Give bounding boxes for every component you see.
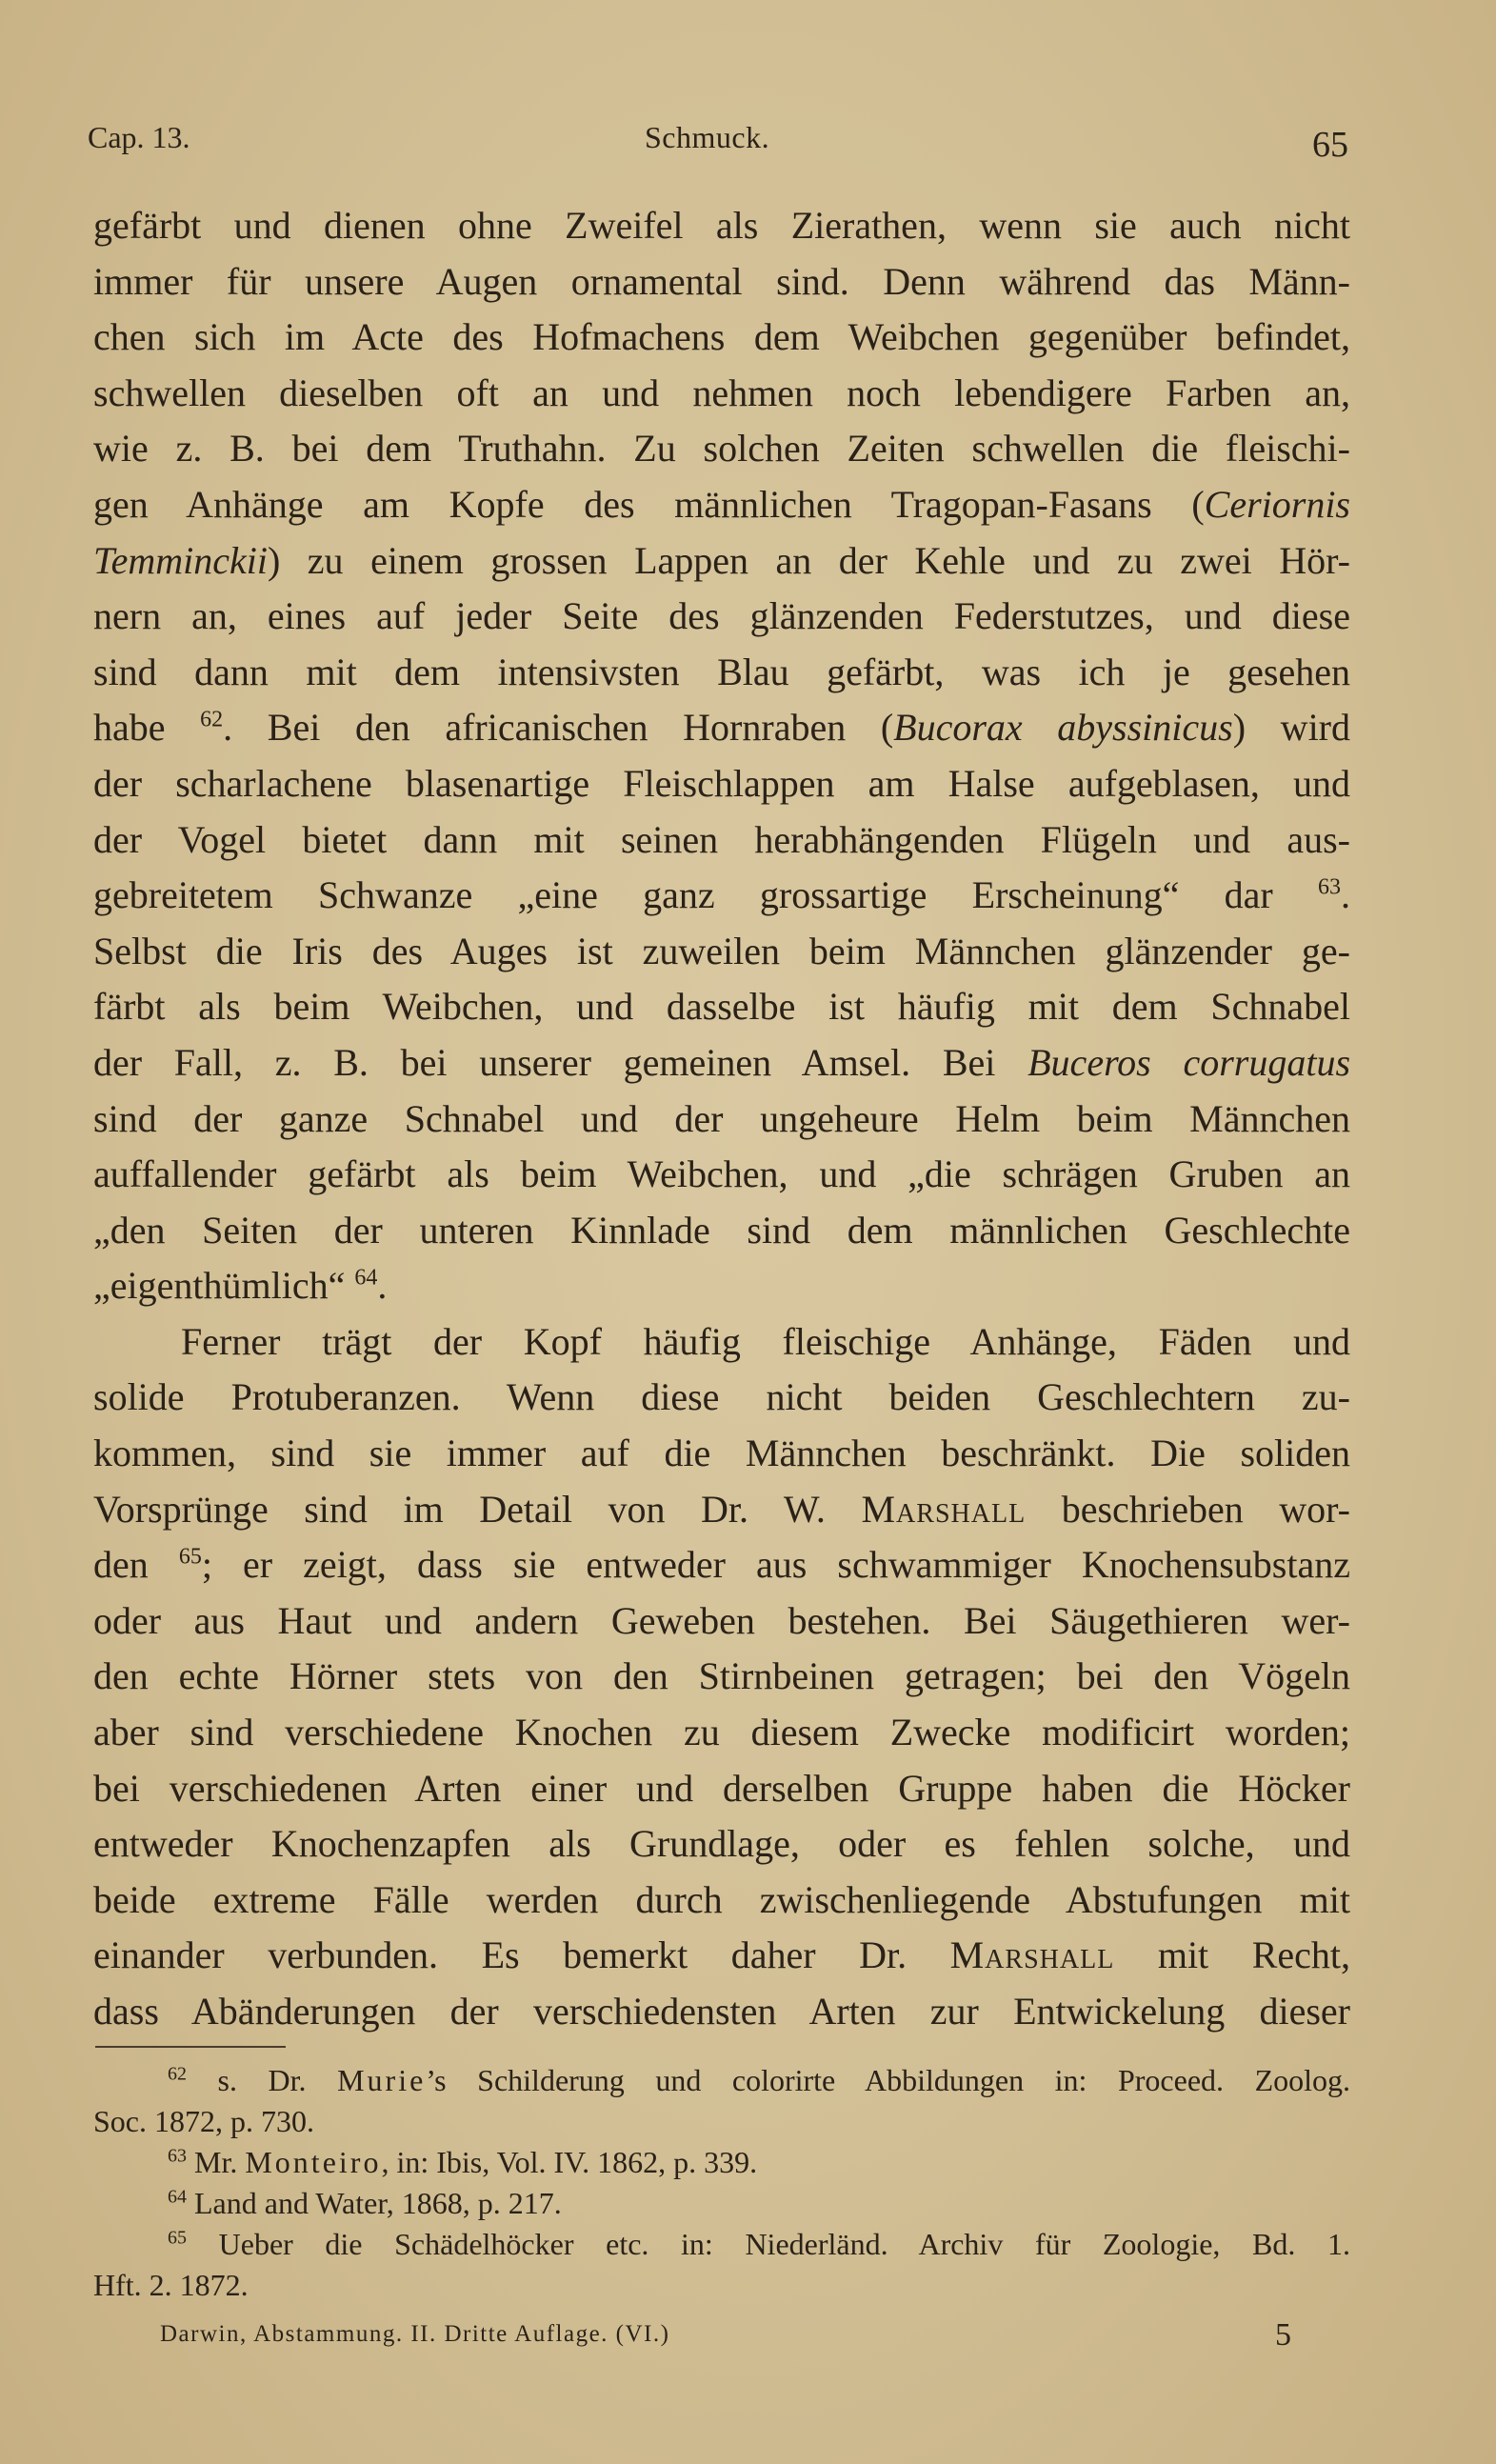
text-line: solide Protuberanzen. Wenn diese nicht beiden Geschlechtern zu- (93, 1375, 1350, 1419)
text-line: auffallender gefärbt als beim Weibchen, und „die schrägen Gruben an (93, 1152, 1350, 1196)
text-line (93, 1928, 1350, 1984)
text-line: chen sich im Acte des Hofmachens dem Weibchen gegenüber befindet, (93, 315, 1350, 359)
printer-signature (160, 2317, 1348, 2353)
text-line: schwellen dieselben oft an und nehmen noch lebendigere Farben an, (93, 371, 1350, 414)
text-line (93, 700, 1350, 756)
chapter-label: Cap. 13. (88, 120, 190, 154)
text-run: habe (93, 706, 201, 750)
footnote-ref: 62 (200, 708, 224, 733)
running-header (88, 114, 1348, 171)
author-name: Monteiro (245, 2145, 382, 2179)
footnote-ref: 64 (354, 1265, 378, 1291)
text-line (93, 868, 1350, 924)
text-line: Selbst die Iris des Auges ist zuweilen beim Männchen glänzender ge- (93, 929, 1350, 972)
footnote-continuation: Soc. 1872, p. 730. (93, 2104, 314, 2138)
text-run: . (1341, 873, 1350, 917)
running-title: Schmuck. (645, 120, 770, 154)
text-line: immer für unsere Augen ornamental sind. Denn während das Männ- (93, 259, 1350, 303)
sheet-number: 5 (1275, 2317, 1291, 2353)
text-line: sind dann mit dem intensivsten Blau gefärbt, was ich je gesehen (93, 650, 1350, 693)
text-run: Land and Water, 1868, p. 217. (194, 2186, 562, 2220)
text-run: einander verbunden. Es bemerkt daher Dr. (93, 1933, 950, 1977)
text-line: kommen, sind sie immer auf die Männchen beschränkt. Die soliden (93, 1432, 1350, 1475)
text-line: den echte Hörner stets von den Stirnbeinen getragen; bei den Vögeln (93, 1654, 1350, 1698)
species-name: Ceriornis (1204, 482, 1350, 526)
footnote (93, 2060, 1350, 2101)
text-line: „den Seiten der unteren Kinnlade sind dem männlichen Geschlechte (93, 1208, 1350, 1252)
footnote (93, 2224, 1350, 2265)
text-line: dass Abänderungen der verschiedensten Arten zur Entwickelung dieser (93, 1990, 1350, 2033)
text-run: mit Recht, (1114, 1933, 1351, 1977)
text-line: Ferner trägt der Kopf häufig fleischige Anhänge, Fäden und (181, 1319, 1350, 1363)
text-line (93, 477, 1350, 533)
footnote (93, 2183, 1350, 2224)
footnote-ref: 63 (1318, 874, 1341, 900)
footnote-continuation: Hft. 2. 1872. (93, 2268, 249, 2302)
text-run: Ueber die Schädelhöcker etc. in: Niederländ. Archiv für Zoologie, Bd. 1. (218, 2227, 1351, 2261)
text-line: färbt als beim Weibchen, und dasselbe ist häufig mit dem Schnabel (93, 985, 1350, 1029)
text-line (93, 1258, 1350, 1314)
footnote-number: 62 (168, 2063, 187, 2085)
text-line: nern an, eines auf jeder Seite des glänzenden Federstutzes, und diese (93, 594, 1350, 638)
text-run: Vorsprünge sind im Detail von Dr. W. (93, 1487, 862, 1531)
text-line: gefärbt und dienen ohne Zweifel als Zierathen, wenn sie auch nicht (93, 204, 1350, 247)
species-name: Temminckii (93, 538, 268, 582)
text-run: der Fall, z. B. bei unserer gemeinen Amsel. Bei (93, 1040, 1028, 1084)
text-run: s. Dr. (217, 2063, 338, 2097)
text-line (93, 1482, 1350, 1538)
text-line (93, 1035, 1350, 1092)
text-run: ; er zeigt, dass sie entweder aus schwammiger Knochensubstanz (201, 1543, 1350, 1587)
text-line: der Vogel bietet dann mit seinen herabhängenden Flügeln und aus- (93, 817, 1350, 861)
text-run: „eigenthümlich“ (93, 1264, 355, 1308)
text-line: bei verschiedenen Arten einer und derselben Gruppe haben die Höcker (93, 1766, 1350, 1810)
text-run: , in: Ibis, Vol. IV. 1862, p. 339. (381, 2145, 758, 2179)
footnote-divider (95, 2046, 286, 2048)
text-line: sind der ganze Schnabel und der ungeheure Helm beim Männchen (93, 1096, 1350, 1140)
footnote-number: 65 (168, 2227, 187, 2249)
main-text (93, 198, 1350, 2040)
text-line (93, 533, 1350, 590)
species-name: Buceros corrugatus (1027, 1040, 1351, 1084)
footnote (93, 2142, 1350, 2183)
author-name: Marshall (949, 1933, 1115, 1977)
text-line: wie z. B. bei dem Truthahn. Zu solchen Zeiten schwellen die fleischi- (93, 427, 1350, 471)
page-number: 65 (1312, 125, 1348, 165)
text-run: . (377, 1264, 388, 1308)
footnote-ref: 65 (178, 1544, 202, 1570)
author-name: Murie (337, 2063, 427, 2097)
text-run: beschrieben wor- (1026, 1487, 1350, 1531)
text-line: entweder Knochenzapfen als Grundlage, oder es fehlen solche, und (93, 1822, 1350, 1866)
text-line: beide extreme Fälle werden durch zwischenliegende Abstufungen mit (93, 1877, 1350, 1921)
text-run: ) zu einem grossen Lappen an der Kehle und zu zwei Hör- (267, 538, 1350, 582)
text-line: oder aus Haut und andern Geweben bestehen. Bei Säugethieren wer- (93, 1598, 1350, 1642)
footnote-number: 63 (168, 2145, 187, 2167)
text-line (93, 1537, 1350, 1593)
text-run: . Bei den africanischen Hornraben ( (223, 706, 894, 750)
footnotes (93, 2060, 1350, 2306)
footnote-number: 64 (168, 2186, 187, 2208)
species-name: Bucorax abyssinicus (893, 706, 1233, 750)
text-line: aber sind verschiedene Knochen zu diesem Zwecke modificirt worden; (93, 1711, 1350, 1754)
author-name: Marshall (861, 1487, 1027, 1531)
text-run: den (93, 1543, 179, 1587)
text-run: ’s Schilderung und colorirte Abbildungen in: Proceed. Zoolog. (426, 2063, 1351, 2097)
text-run: gebreitetem Schwanze „eine ganz grossartige Erscheinung“ dar (93, 873, 1318, 917)
text-run: Mr. (194, 2145, 246, 2179)
text-run: gen Anhänge am Kopfe des männlichen Tragopan-Fasans ( (93, 482, 1205, 526)
text-line: der scharlachene blasenartige Fleischlappen am Halse aufgeblasen, und (93, 761, 1350, 805)
text-run: ) wird (1232, 706, 1351, 750)
signature-text: Darwin, Abstammung. II. Dritte Auflage. (VI.) (160, 2321, 670, 2347)
